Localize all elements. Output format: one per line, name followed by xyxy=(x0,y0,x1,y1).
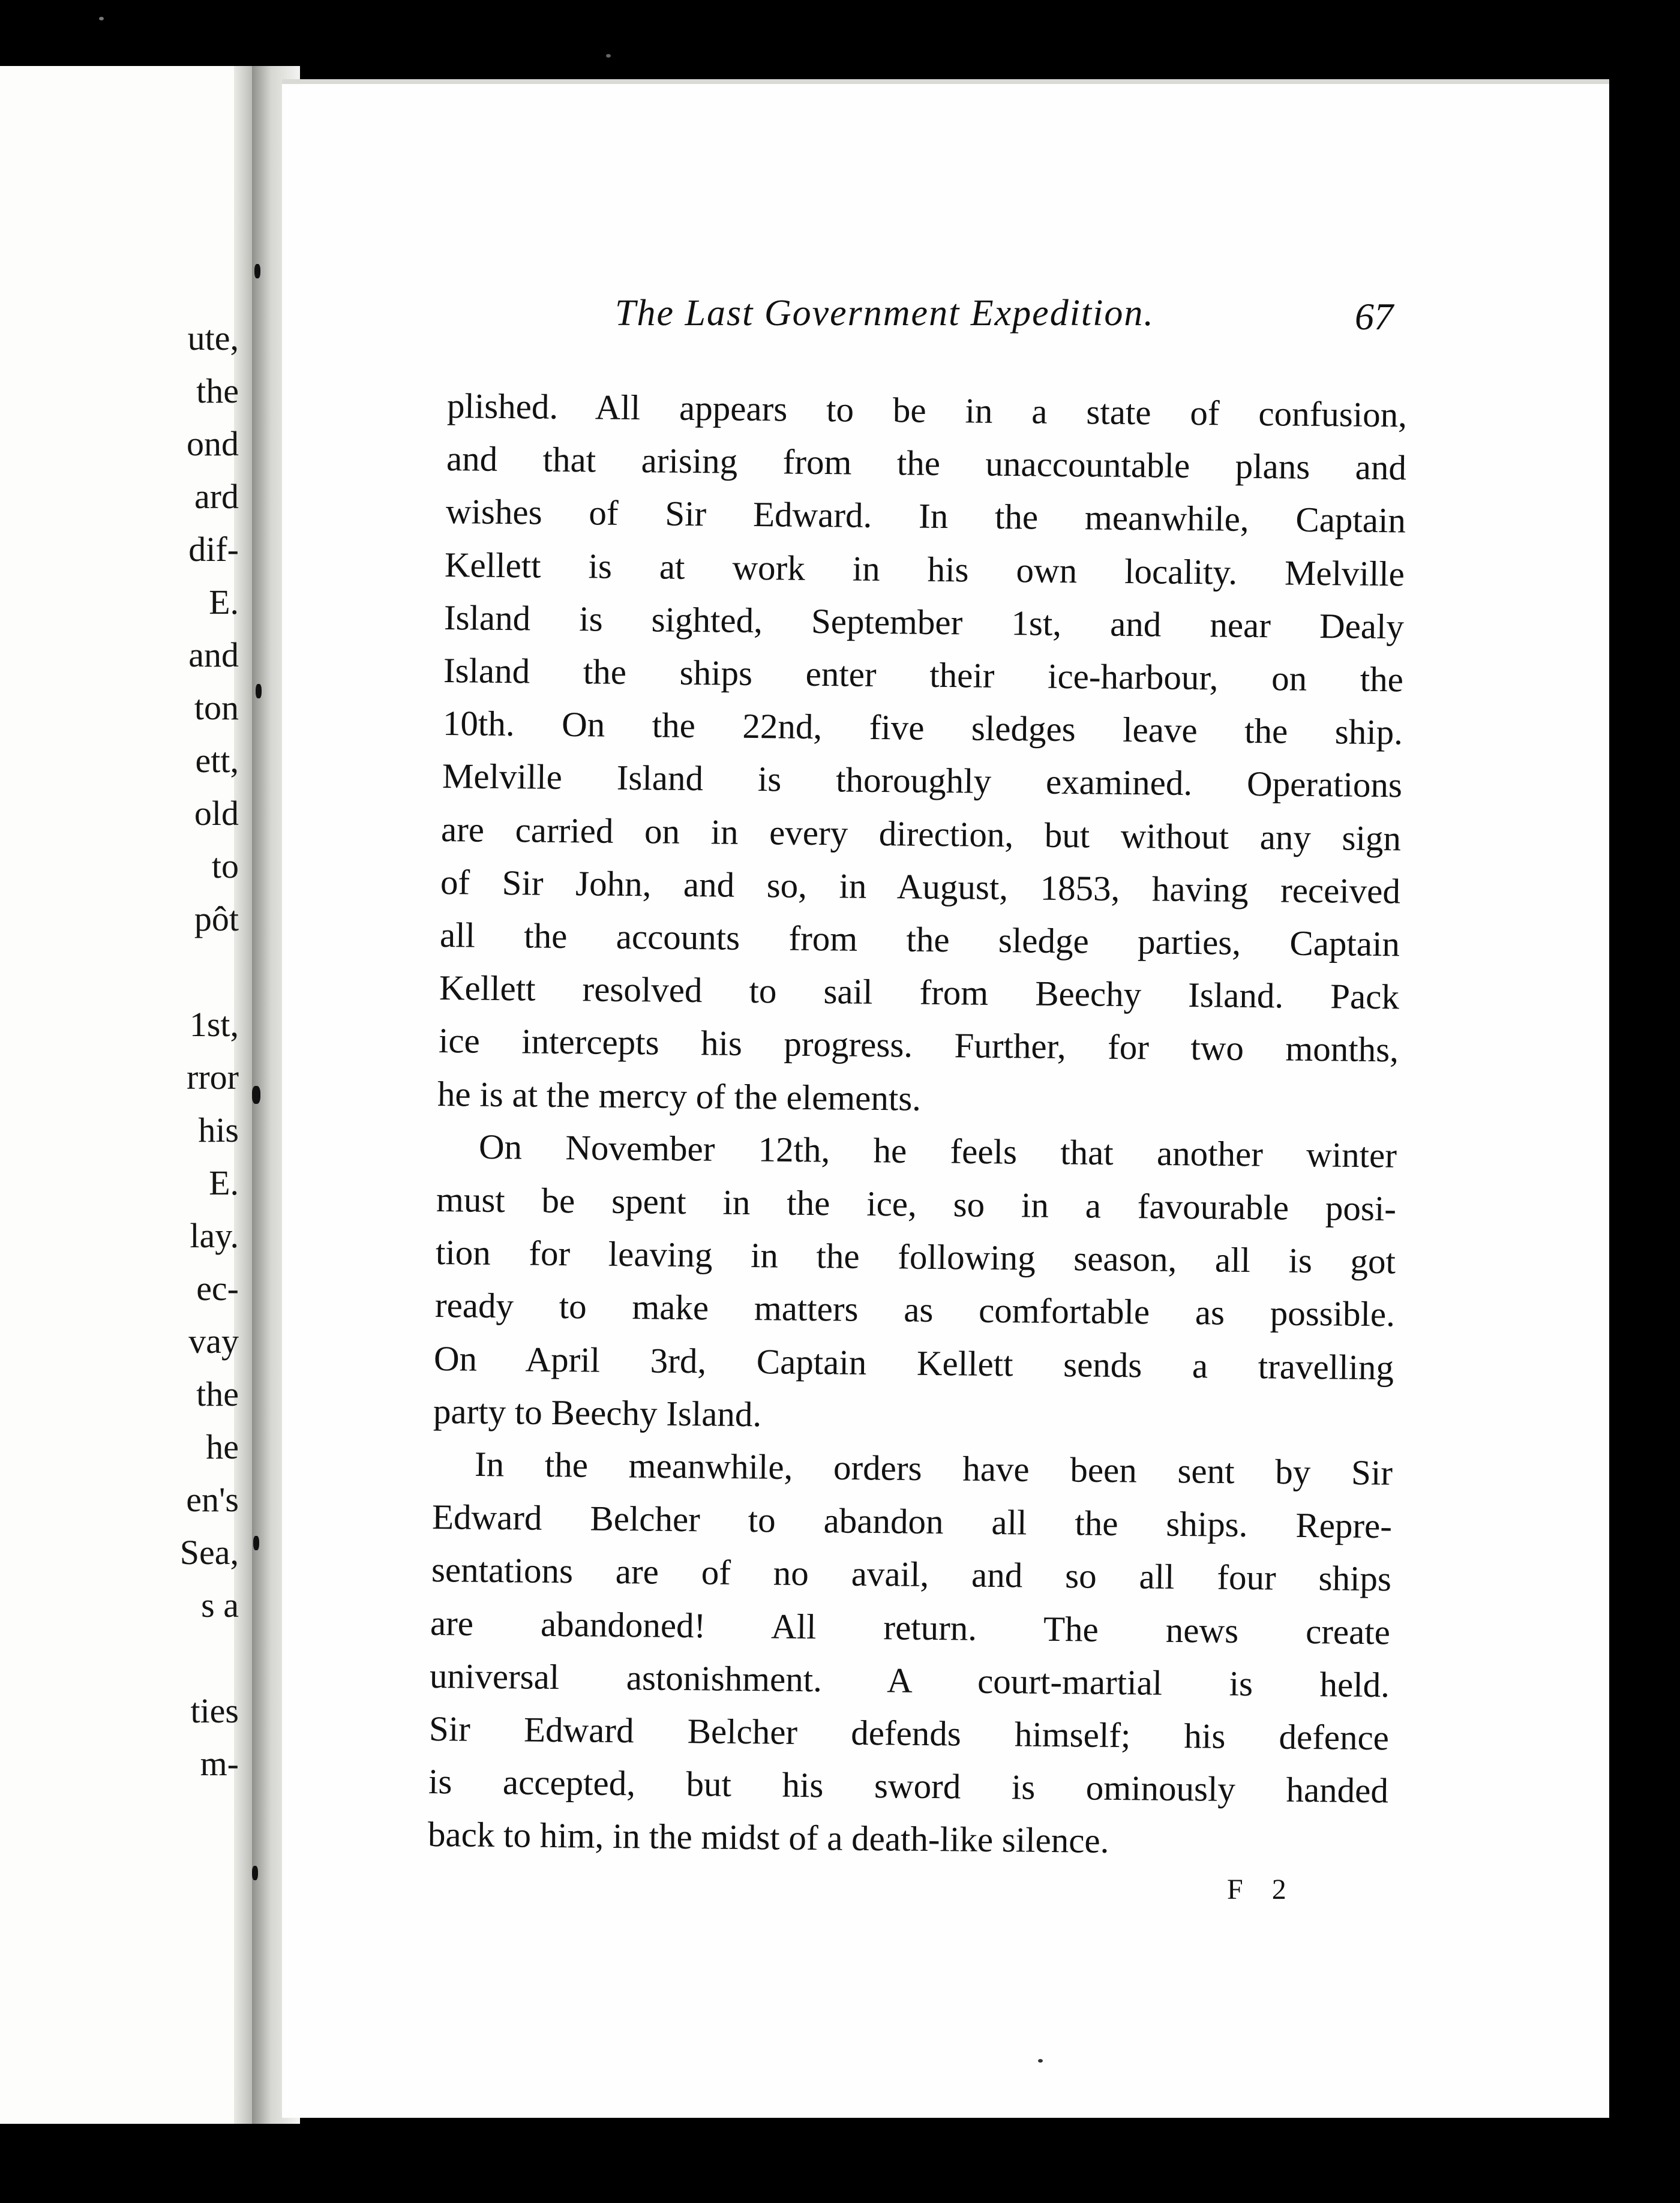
facing-page-line: ton xyxy=(194,688,239,727)
body-line: Sir Edward Belcher defends himself; his defence xyxy=(428,1709,1390,1758)
facing-page-line: ond xyxy=(187,424,239,463)
body-line: must be spent in the ice, so in a favourable posi- xyxy=(436,1179,1397,1229)
body-line: Melville Island is thoroughly examined. Operations xyxy=(442,756,1402,805)
body-line: is accepted, but his sword is ominously handed xyxy=(428,1761,1389,1811)
signature-mark: F 2 xyxy=(1227,1874,1297,1905)
body-line: are carried on in every direction, but without any sign xyxy=(441,809,1402,858)
body-line: are abandoned! All return. The news create xyxy=(430,1602,1391,1652)
binding-thread-mark xyxy=(254,264,260,278)
facing-page-line: lay. xyxy=(190,1216,239,1255)
binding-thread-mark xyxy=(253,1536,259,1550)
body-line: plished. All appears to be in a state of confusion, xyxy=(446,386,1408,435)
facing-page xyxy=(0,66,252,2124)
facing-page-line: m- xyxy=(200,1744,239,1783)
body-line: Edward Belcher to abandon all the ships. Repre- xyxy=(431,1497,1393,1546)
body-text xyxy=(282,79,1609,2118)
scan-speck xyxy=(99,17,104,20)
facing-page-line: 1st, xyxy=(189,1005,239,1044)
body-line: and that arising from the unaccountable plans and xyxy=(446,439,1407,488)
facing-page-line: to xyxy=(211,847,239,886)
binding-thread-mark xyxy=(252,1866,258,1880)
facing-page-line: ett, xyxy=(195,741,239,780)
running-title: The Last Government Expedition. xyxy=(615,293,1154,334)
facing-page-line: ute, xyxy=(187,319,239,358)
facing-page-line: E. xyxy=(209,1163,239,1202)
facing-page-line: ec- xyxy=(196,1269,239,1308)
binding-thread-mark xyxy=(256,684,262,698)
body-line: Island the ships enter their ice-harbour, on the xyxy=(443,650,1404,700)
facing-page-line: en's xyxy=(186,1480,239,1519)
facing-page-line: E. xyxy=(209,583,239,622)
facing-page-line: rror xyxy=(187,1058,239,1097)
facing-page-line: vay xyxy=(188,1322,239,1361)
body-line: In the meanwhile, orders have been sent by Sir xyxy=(474,1444,1393,1493)
facing-page-line: ties xyxy=(190,1691,239,1730)
paper-speck xyxy=(1038,2059,1043,2063)
facing-page-line: old xyxy=(194,794,239,833)
body-line: party to Beechy Island. xyxy=(433,1391,762,1434)
facing-page-line: pôt xyxy=(194,899,239,938)
facing-page-line: dif- xyxy=(188,530,239,569)
body-line: back to him, in the midst of a death-like silence. xyxy=(427,1814,1109,1861)
facing-page-line: the xyxy=(196,371,239,410)
body-line: universal astonishment. A court-martial is held. xyxy=(429,1655,1390,1705)
facing-page-line: the xyxy=(196,1374,239,1413)
facing-page-line: s a xyxy=(201,1586,239,1625)
facing-page-line: his xyxy=(198,1110,239,1149)
body-line: Island is sighted, September 1st, and near Dealy xyxy=(443,597,1405,647)
body-line: he is at the mercy of the elements. xyxy=(437,1073,922,1118)
body-line: ready to make matters as comfortable as possible. xyxy=(434,1285,1395,1334)
body-line: sentations are of no avail, and so all four ships xyxy=(431,1550,1391,1599)
facing-page-line: he xyxy=(206,1427,239,1466)
facing-page-line: and xyxy=(188,635,239,674)
body-line: of Sir John, and so, in August, 1853, having received xyxy=(440,862,1401,911)
body-line: all the accounts from the sledge parties, Captain xyxy=(439,915,1400,964)
page-number: 67 xyxy=(1355,295,1393,338)
scan-speck xyxy=(606,54,611,58)
body-line: On November 12th, he feels that another winter xyxy=(478,1126,1397,1175)
body-line: On April 3rd, Captain Kellett sends a travelling xyxy=(434,1338,1394,1387)
body-line: 10th. On the 22nd, five sledges leave the ship. xyxy=(442,703,1403,752)
body-line: Kellett is at work in his own locality. Melville xyxy=(445,544,1405,593)
body-line: wishes of Sir Edward. In the meanwhile, Captain xyxy=(445,491,1406,541)
facing-page-line: ard xyxy=(194,477,239,516)
binding-thread-mark xyxy=(252,1086,260,1104)
body-line: ice intercepts his progress. Further, for two months, xyxy=(438,1021,1399,1070)
body-line: Kellett resolved to sail from Beechy Island. Pack xyxy=(439,968,1400,1017)
book-page xyxy=(282,79,1609,2118)
body-line: tion for leaving in the following season, all is got xyxy=(435,1232,1396,1281)
facing-page-line: Sea, xyxy=(179,1533,239,1572)
